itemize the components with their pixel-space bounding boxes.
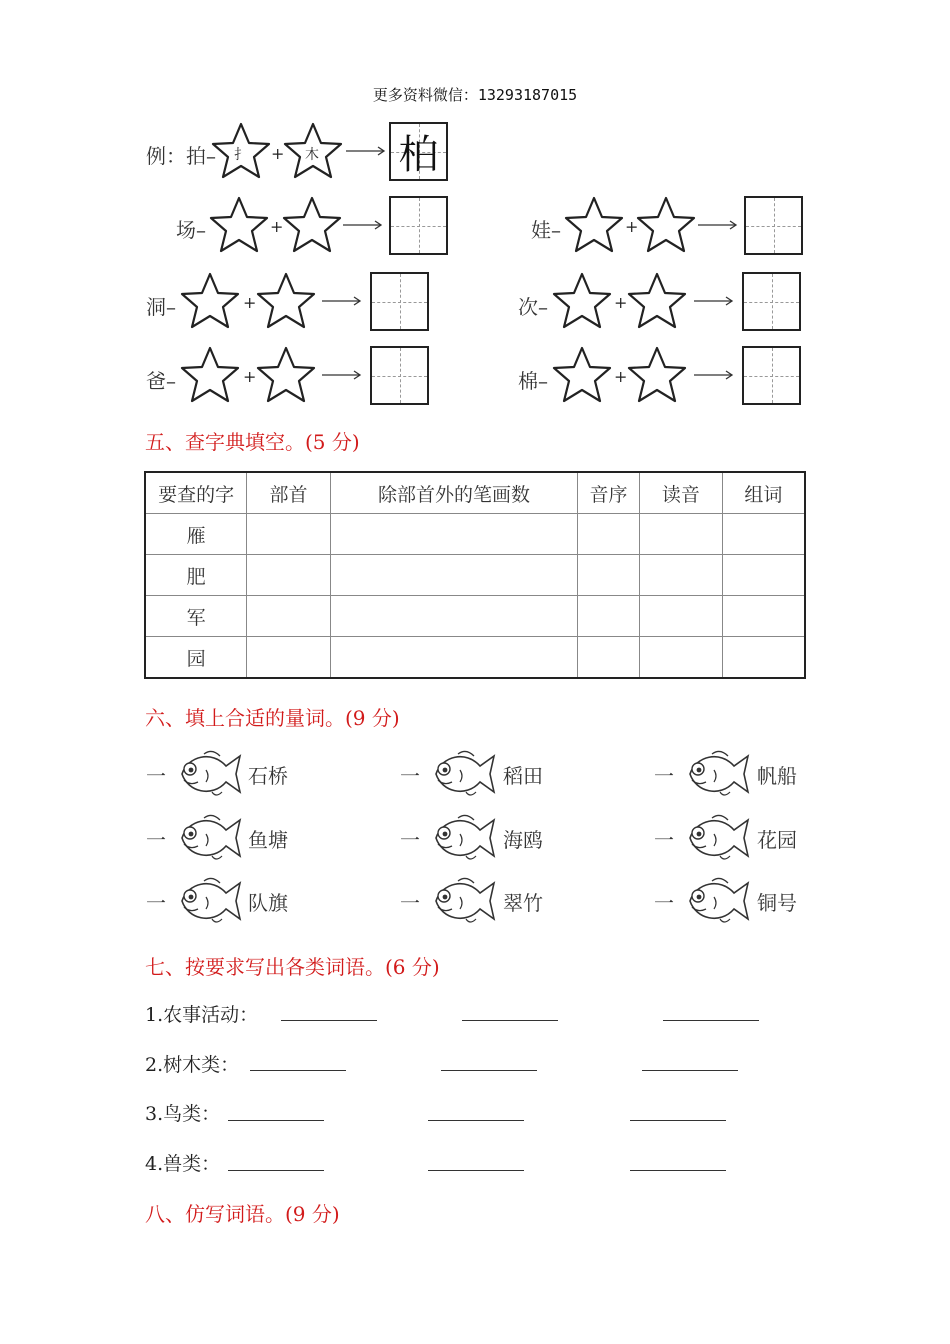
section-title: 五、查字典填空。(5 分) [145,430,360,454]
category-label: 3.鸟类： [145,1103,221,1125]
table-header-row [145,472,805,514]
star-icon[interactable] [552,346,612,404]
star-icon[interactable] [256,272,316,330]
star-icon[interactable] [636,196,696,254]
dash: 一 [654,891,674,915]
noun-label: 石桥 [248,764,288,788]
blank-cell[interactable] [639,596,722,637]
row-char: 园 [145,637,247,679]
table-row [145,637,805,679]
noun-label: 稻田 [503,764,543,788]
dash: 一 [146,891,166,915]
blank-cell[interactable] [722,596,805,637]
blank-cell[interactable] [722,514,805,555]
item-char: 娃– [531,218,561,242]
plus-sign: + [625,217,639,236]
plus-sign: + [614,293,628,312]
fish-icon[interactable] [428,873,498,929]
noun-label: 帆船 [757,764,797,788]
noun-label: 鱼塘 [248,828,288,852]
noun-label: 花园 [757,828,797,852]
fish-icon[interactable] [428,746,498,802]
answer-blank[interactable] [228,1170,324,1171]
example-part1: 扌 [234,147,248,163]
table-row [145,514,805,555]
blank-cell[interactable] [247,555,331,596]
blank-cell[interactable] [247,514,331,555]
star-icon[interactable] [282,196,342,254]
arrow-icon [322,368,362,382]
dash: 一 [654,764,674,788]
arrow-icon [322,294,362,308]
blank-cell[interactable] [578,555,640,596]
category-label: 4.兽类： [145,1153,221,1175]
star-icon[interactable] [627,346,687,404]
dash: 一 [400,891,420,915]
dash: 一 [400,764,420,788]
arrow-icon [694,294,734,308]
plus-sign: + [614,367,628,386]
dash: 一 [146,764,166,788]
star-icon[interactable] [627,272,687,330]
category-label: 2.树木类： [145,1054,240,1076]
fish-icon[interactable] [682,746,752,802]
arrow-icon [694,368,734,382]
answer-grid[interactable] [744,196,803,255]
item-char: 洞– [146,295,176,319]
answer-blank[interactable] [428,1170,524,1171]
star-icon[interactable] [552,272,612,330]
plus-sign: + [243,293,257,312]
row-char: 肥 [145,555,247,596]
table-row [145,596,805,637]
column-header: 部首 [247,472,331,514]
table-row [145,555,805,596]
answer-grid[interactable] [742,272,801,331]
blank-cell[interactable] [330,596,577,637]
arrow-icon [698,218,738,232]
answer-grid[interactable] [389,196,448,255]
answer-blank[interactable] [630,1170,726,1171]
blank-cell[interactable] [639,637,722,679]
answer-blank[interactable] [663,1020,759,1021]
plus-sign: + [270,217,284,236]
star-icon[interactable] [564,196,624,254]
blank-cell[interactable] [578,637,640,679]
column-header: 除部首外的笔画数 [330,472,577,514]
row-char: 军 [145,596,247,637]
dash: 一 [400,828,420,852]
arrow-icon [346,144,386,158]
column-header: 组词 [722,472,805,514]
item-char: 场– [176,218,206,242]
noun-label: 铜号 [757,891,797,915]
page-header: 更多资料微信：13293187015 [372,86,578,104]
plus-sign: + [243,367,257,386]
item-char: 次– [518,295,548,319]
star-icon[interactable] [209,196,269,254]
example-result: 柏 [398,132,439,178]
answer-blank[interactable] [228,1120,324,1121]
answer-grid[interactable] [370,272,429,331]
column-header: 要查的字 [145,472,247,514]
star-icon[interactable] [256,346,316,404]
fish-icon[interactable] [174,873,244,929]
section-title: 七、按要求写出各类词语。(6 分) [145,955,440,979]
answer-blank[interactable] [462,1020,558,1021]
blank-cell[interactable] [639,514,722,555]
star-icon[interactable] [180,272,240,330]
noun-label: 海鸥 [503,828,543,852]
column-header: 读音 [639,472,722,514]
column-header: 音序 [578,472,640,514]
example-part2: 木 [305,147,319,163]
blank-cell[interactable] [330,555,577,596]
blank-cell[interactable] [722,637,805,679]
arrow-icon [343,218,383,232]
dash: 一 [146,828,166,852]
fish-icon[interactable] [428,810,498,866]
answer-grid[interactable] [742,346,801,405]
dash: 一 [654,828,674,852]
blank-cell[interactable] [330,514,577,555]
answer-grid [389,122,448,181]
answer-blank[interactable] [642,1070,738,1071]
fish-icon[interactable] [682,810,752,866]
fish-icon[interactable] [174,810,244,866]
noun-label: 队旗 [248,891,288,915]
plus-sign: + [271,144,285,163]
blank-cell[interactable] [247,637,331,679]
noun-label: 翠竹 [503,891,543,915]
dictionary-table [144,471,806,679]
fish-icon[interactable] [174,746,244,802]
section-title: 八、仿写词语。(9 分) [145,1202,340,1226]
section-title: 六、填上合适的量词。(9 分) [145,706,400,730]
blank-cell[interactable] [330,637,577,679]
row-char: 雁 [145,514,247,555]
blank-cell[interactable] [578,596,640,637]
blank-cell[interactable] [578,514,640,555]
answer-blank[interactable] [441,1070,537,1071]
blank-cell[interactable] [639,555,722,596]
blank-cell[interactable] [722,555,805,596]
answer-blank[interactable] [428,1120,524,1121]
example-label: 例：拍– [146,144,216,168]
blank-cell[interactable] [247,596,331,637]
answer-blank[interactable] [630,1120,726,1121]
item-char: 爸– [146,369,176,393]
answer-blank[interactable] [281,1020,377,1021]
answer-blank[interactable] [250,1070,346,1071]
fish-icon[interactable] [682,873,752,929]
star-icon[interactable] [180,346,240,404]
answer-grid[interactable] [370,346,429,405]
category-label: 1.农事活动： [145,1004,259,1026]
item-char: 棉– [518,369,548,393]
